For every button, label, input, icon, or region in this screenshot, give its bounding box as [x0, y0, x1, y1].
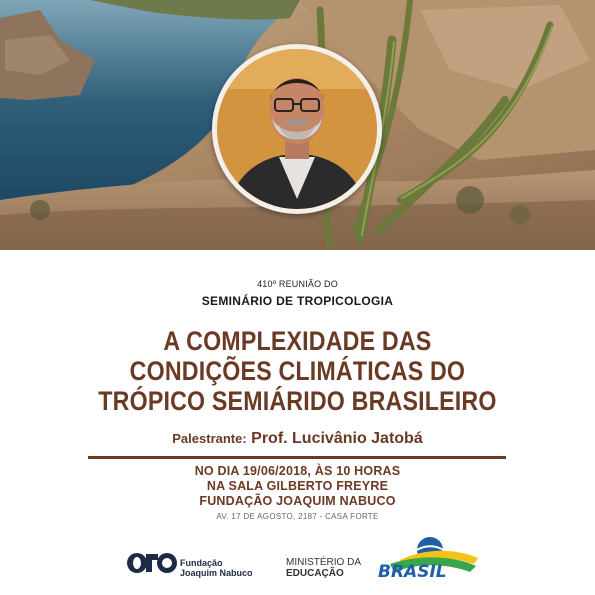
lecture-title	[42, 326, 554, 416]
speaker-portrait-photo	[212, 44, 382, 214]
lecture-title-line: CONDIÇÕES CLIMÁTICAS DO	[129, 356, 466, 386]
seminar-name: SEMINÁRIO DE TROPICOLOGIA	[201, 294, 394, 308]
event-date-line: NO DIA 19/06/2018, ÀS 10 HORAS	[194, 464, 401, 478]
event-details	[0, 464, 595, 509]
sponsor-logos	[0, 530, 595, 590]
fundacao-joaquim-nabuco-logo-icon	[126, 552, 178, 579]
brasil-government-logo-icon	[370, 534, 482, 585]
event-address: AV. 17 DE AGOSTO, 2187 - CASA FORTE	[216, 512, 379, 521]
ministerio-logo-line: EDUCAÇÃO	[286, 568, 344, 579]
ministerio-educacao-logo	[286, 557, 361, 579]
fundacao-logo-line: Fundação	[180, 558, 223, 568]
speaker-label: Palestrante:	[172, 431, 247, 446]
lecture-title-line: A COMPLEXIDADE DAS	[163, 326, 432, 356]
ministerio-logo-line: MINISTÉRIO DA	[286, 557, 362, 568]
event-venue-line: FUNDAÇÃO JOAQUIM NABUCO	[199, 494, 396, 508]
fundacao-logo-text	[180, 558, 253, 578]
event-room-line: NA SALA GILBERTO FREYRE	[206, 479, 389, 493]
lecture-title-line: TRÓPICO SEMIÁRIDO BRASILEIRO	[98, 386, 497, 416]
speaker-name: Prof. Lucivânio Jatobá	[251, 430, 423, 447]
meeting-number: 410º REUNIÃO DO	[257, 279, 338, 289]
divider-rule	[88, 456, 506, 459]
fundacao-logo-line: Joaquim Nabuco	[180, 568, 253, 578]
speaker-line	[0, 430, 595, 448]
brasil-logo-text: BRASIL	[378, 562, 447, 580]
